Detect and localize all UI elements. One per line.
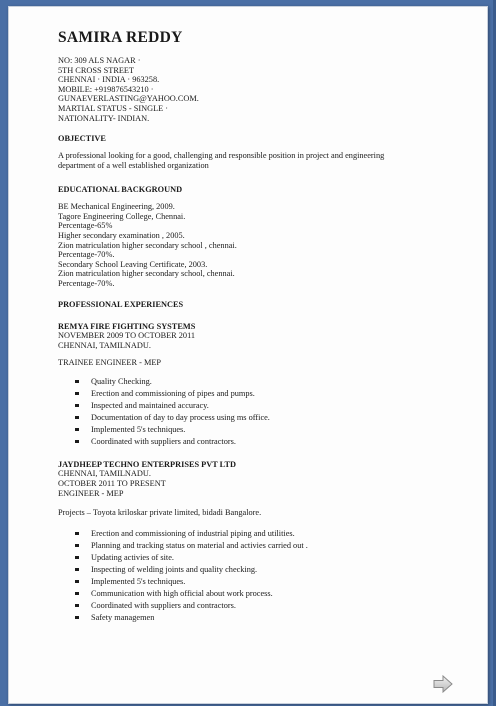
job-location: CHENNAI, TAMILNADU. bbox=[58, 469, 151, 479]
list-item: Planning and tracking status on material and activies carried out . bbox=[75, 540, 458, 552]
education-line: Zion matriculation higher secondary school, chennai. bbox=[58, 269, 235, 279]
education-line: BE Mechanical Engineering, 2009. bbox=[58, 202, 175, 212]
list-item: Quality Checking. bbox=[75, 376, 458, 388]
education-line: Higher secondary examination , 2005. bbox=[58, 230, 185, 240]
job-period: NOVEMBER 2009 TO OCTOBER 2011 bbox=[58, 331, 196, 341]
job-location: CHENNAI, TAMILNADU. bbox=[58, 340, 151, 350]
job-block-remya bbox=[58, 322, 458, 448]
job-period: OCTOBER 2011 TO PRESENT bbox=[58, 479, 166, 489]
list-item: Communication with high official about work process. bbox=[75, 588, 458, 600]
job-duties-list bbox=[75, 528, 458, 624]
job-role: TRAINEE ENGINEER - MEP bbox=[58, 358, 162, 368]
contact-line: GUNAEVERLASTING@YAHOO.COM. bbox=[58, 94, 199, 104]
list-item: Coordinated with suppliers and contractors. bbox=[75, 436, 458, 448]
education-line: Zion matriculation higher secondary school , chennai. bbox=[58, 240, 237, 250]
document-page bbox=[8, 6, 488, 704]
job-projects: Projects – Toyota kriloskar private limited, bidadi Bangalore. bbox=[58, 508, 262, 518]
contact-line: NO: 309 ALS NAGAR · bbox=[58, 56, 141, 65]
contact-line: MARTIAL STATUS - SINGLE · bbox=[58, 103, 169, 113]
list-item: Implemented 5's techniques. bbox=[75, 424, 458, 436]
arrow-right-icon[interactable] bbox=[433, 675, 453, 693]
education-line: Percentage-70%. bbox=[58, 278, 115, 288]
job-block-jaydheep bbox=[58, 460, 458, 624]
list-item: Updating activies of site. bbox=[75, 552, 458, 564]
list-item: Safety managemen bbox=[75, 612, 458, 624]
list-item: Erection and commissioning of pipes and pumps. bbox=[75, 388, 458, 400]
education-heading: EDUCATIONAL BACKGROUND bbox=[58, 185, 183, 195]
education-line: Percentage-65% bbox=[58, 221, 113, 231]
contact-line: 5TH CROSS STREET bbox=[58, 65, 135, 75]
job-role: ENGINEER - MEP bbox=[58, 488, 124, 498]
list-item: Coordinated with suppliers and contractors. bbox=[75, 600, 458, 612]
objective-text: A professional looking for a good, challenging and responsible position in project and engineering department of a well established organization bbox=[58, 151, 385, 171]
list-item: Inspected and maintained accuracy. bbox=[75, 400, 458, 412]
list-item: Erection and commissioning of industrial piping and utilities. bbox=[75, 528, 458, 540]
contact-line: CHENNAI · INDIA · 963258. bbox=[58, 75, 160, 85]
experience-heading: PROFESSIONAL EXPERIENCES bbox=[58, 299, 184, 309]
contact-line: MOBILE: +919876543210 · bbox=[58, 84, 154, 94]
contact-line: NATIONALITY- INDIAN. bbox=[58, 113, 150, 123]
job-company: JAYDHEEP TECHNO ENTERPRISES PVT LTD bbox=[58, 459, 236, 469]
education-line: Secondary School Leaving Certificate, 2003. bbox=[58, 259, 208, 269]
objective-heading: OBJECTIVE bbox=[58, 134, 106, 144]
job-duties-list bbox=[75, 376, 458, 448]
education-line: Percentage-70%. bbox=[58, 250, 115, 260]
list-item: Implemented 5's techniques. bbox=[75, 576, 458, 588]
education-line: Tagore Engineering College, Chennai. bbox=[58, 211, 186, 221]
job-company: REMYA FIRE FIGHTING SYSTEMS bbox=[58, 321, 196, 331]
resume-name: SAMIRA REDDY bbox=[58, 29, 183, 46]
contact-block bbox=[58, 56, 458, 123]
list-item: Documentation of day to day process using ms office. bbox=[75, 412, 458, 424]
education-block bbox=[58, 202, 458, 288]
resume-content bbox=[58, 29, 458, 624]
list-item: Inspecting of welding joints and quality checking. bbox=[75, 564, 458, 576]
